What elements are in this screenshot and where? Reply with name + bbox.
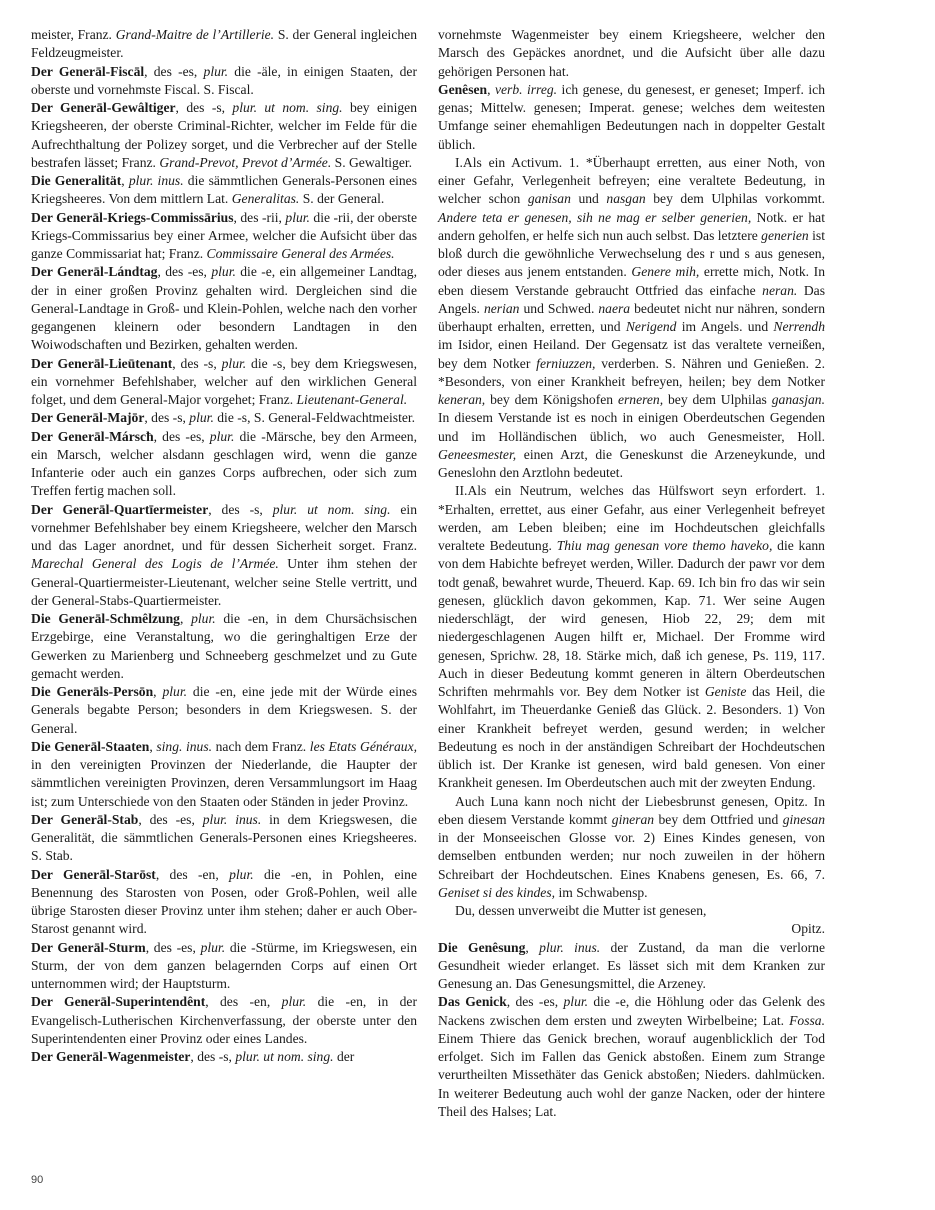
entry-text: Auch Luna kann noch nicht der Liebesbrunst genesen, Opitz. In eben diesem Verstande kommt [438, 793, 825, 827]
italic-term: plur. [209, 428, 235, 444]
entry-text: , des -es, [144, 63, 204, 79]
entry-text: einen Arzt, die Geneskunst die Arzeneykunde, und Geneslohn den Arztlohn bedeutet. [438, 446, 825, 480]
italic-term: Fossa. [789, 1012, 825, 1028]
entry-text: vornehmste Wagenmeister bey einem Kriegsheere, welcher den Marsch des Gepäckes anordnet, und die Aufsicht über alle dazu gehörigen Personen hat. [438, 27, 825, 79]
italic-term: ganasjan. [771, 392, 825, 407]
italic-term: Marechal General des Logis de l’Armée. [31, 556, 279, 572]
italic-term: Grand-Prevot, Prevot d’Armée. [159, 154, 332, 170]
italic-term: Geniste [704, 684, 747, 699]
italic-term: ginesan [782, 811, 825, 827]
right-column-entry [438, 920, 825, 938]
entry-text: , des -en, [155, 866, 230, 882]
right-column-entry [438, 939, 825, 994]
entry-text: die -en, eine jede mit der Würde eines Generals begabte Person; besonders in dem Kriegswesen. S. der General. [31, 684, 417, 736]
entry-text: die -e, ein allgemeiner Landtag, der in einer großen Provinz gehalten wird. Dergleichen sind die General-Landtage in Groß- und Klein-Pohlen, welche nach den vorher gegangenen kleinern oder besondern Landtagen in den Woiwodschaften und Bezirken, gehalten werden. [31, 264, 417, 353]
entry-text: , des -s, [144, 410, 190, 426]
right-column-entry [438, 26, 825, 81]
italic-term: plur. ut nom. sing. [232, 100, 343, 115]
right-column-entry [438, 993, 825, 1121]
italic-term: plur. [285, 209, 310, 225]
entry-text: im Angels. und [676, 319, 774, 334]
entry-headword: Der Generāl-Wagenmeister [31, 1049, 191, 1064]
right-column [438, 26, 825, 1121]
page-number: 90 [31, 1174, 44, 1186]
entry-text: meister, Franz. [31, 27, 116, 42]
entry-text: die sämmtlichen Generals-Personen eines Kriegsheeres. Von dem mittlern Lat. [31, 173, 418, 207]
italic-term: Nerigend [625, 319, 677, 334]
entry-headword: Der Generāl-Quartīermeister [31, 501, 209, 517]
entry-text: die -s, bey dem Kriegswesen, ein vornehmer Befehlshaber, welcher auf den wirklichen General folget, und dem General-Major vorgehet; Franz. [31, 355, 417, 407]
italic-term: Commissaire General des Armées. [206, 246, 395, 261]
italic-term: Generalitas. [231, 191, 300, 207]
entry-text: , [179, 611, 192, 626]
entry-text: die -äle, in einigen Staaten, der oberste und vornehmste Fiscal. S. Fiscal. [31, 63, 417, 97]
entry-text: ein vornehmer Befehlshaber bey einem Kriegsheere, welcher den Marsch und das Lager anordnet, und für dessen Sicherheit sorget. Franz. [31, 501, 417, 553]
italic-term: plur. inus. [202, 811, 262, 827]
entry-text: der [333, 1049, 355, 1064]
entry-text: bey dem Ulphilas vorkommt. [645, 191, 826, 207]
entry-text: in dem Kriegswesen, die Generalität, die sämmtlichen Generals-Personen eines Kriegsheeres. S. Stab. [31, 811, 417, 864]
entry-headword: Der Generāl-Gewâltiger [31, 100, 176, 115]
entry-headword: Der Generāl-Lieūtenant [31, 355, 173, 371]
entry-text: Opitz. [791, 921, 825, 937]
entry-text: die -Märsche, bey den Armeen, ein Marsch, welcher alsdann geschlagen wird, wenn die ganze Infanterie oder auch ein ganzes Corps aufbrechen, oder sich zum Treffen fertig machen soll. [31, 428, 417, 499]
entry-text: In diesem Verstande ist es noch in einigen Oberdeutschen Gegenden und im Holländischen üblich, wo auch Genesmeister, Holl. [438, 410, 825, 444]
right-column-entry [438, 81, 825, 154]
entry-text: , des -es, [138, 811, 203, 827]
entry-text: , des -en, [205, 994, 282, 1010]
left-column-entry [31, 409, 417, 427]
italic-term: plur. [563, 994, 589, 1010]
left-column-entry [31, 866, 417, 939]
right-column-entry [438, 793, 825, 903]
italic-term: gineran [611, 811, 655, 827]
entry-text: und Schwed. [519, 300, 599, 316]
entry-text: in der Monseeischen Glosse vor. 2) Eines Kindes genesen, von demselben entbunden werden; nur noch zuweilen in der höhern Schreibart der Hochdeutschen. Eines Knabens genesen, Es. 66, 7. [438, 830, 825, 882]
entry-headword: Die Genêsung [438, 939, 526, 955]
entry-text: Einem Thiere das Genick brechen, worauf augenblicklich der Tod erfolget. Sich im Fallen das Genick abstoßen. Einem zum Strange verurtheilten Missethäter das Genick abstoßen; Nieders. dahlmücken. In weiterer Bedeutung auch wohl der ganze Nacken, oder der hintere Theil des Halses; Lat. [438, 1030, 825, 1119]
entry-text: bey dem Ulphilas [663, 392, 772, 407]
entry-text: , des -s, [190, 1049, 236, 1064]
entry-text: , [149, 738, 157, 754]
italic-term: generien [761, 227, 809, 243]
entry-text: im Schwabensp. [555, 884, 648, 900]
entry-text: II.Als ein Neutrum, welches das Hülfswort seyn erfordert. 1. *Erhalten, errettet, aus einer Gefahr, aus einer Verlegenheit befreyet werden, am Leben bleiben; eine im Hochdeutschen gleichfalls veraltete Bedeutung. [438, 483, 825, 553]
entry-text: , [525, 939, 540, 955]
entry-text: die -s, S. General-Feldwachtmeister. [213, 410, 416, 426]
entry-text: die -en, in Pohlen, eine Benennung des Starosten von Posen, oder Groß-Pohlen, weil alle übrige Starosten dieser Provinz unter ihm stehen; daher er auch Ober-Starost genannt wird. [31, 866, 417, 937]
italic-term: plur. ut nom. sing. [272, 501, 391, 517]
italic-term: plur. [191, 611, 216, 626]
italic-term: plur. [221, 355, 247, 371]
entry-headword: Der Generāl-Stab [31, 811, 139, 827]
italic-term: plur. ut nom. sing. [235, 1049, 334, 1064]
entry-text: ich genese, du genesest, er geneset; Imperf. ich genas; Mittelw. genesen; Imperat. genese; welches dem weitesten Umfange seiner ehemahligen Bedeutungen nach in doppelter Gestalt üblich. [438, 81, 825, 152]
italic-term: plur. inus. [128, 173, 184, 188]
entry-text: , des -es, [506, 994, 564, 1010]
entry-text: die kann von dem Habichte befreyet werden, Willer. Dadurch der pawr vor dem todt genaß, bewahret wurde, Theuerd. Kap. 69. Ich bin fro das wir sein genesen, glücklich davon gekommen, Kap. 71. Wer seine Augen niederschlägt, der wird genesen, Hiob 22, 29; dem mit niedergeschlagenen Augen hilft er, Michael. Der Fromme wird genesen, Sprichw. 28, 18. Stärke mich, daß ich genese, Ps. 119, 117. Auch in dieser Bedeutung kommt generen in ältern Oberdeutschen Schriften mehrmahls vor. Bey dem Notker ist [438, 538, 825, 699]
entry-text: , des -s, [175, 100, 233, 115]
entry-headword: Das Genick [438, 994, 507, 1010]
entry-text: in den vereinigten Provinzen der Niederlande, die Haupter der sämmtlichen vereinigten Provinzen, deren Versammlungsort im Haag ist; zum Unterschiede von den Staaten oder Ständen in jeder Provinz. [31, 757, 417, 809]
entry-text: , des -rii, [233, 209, 286, 225]
entry-text: Du, dessen unverweibt die Mutter ist genesen, [455, 903, 707, 918]
entry-text: der Zustand, da man die verlorne Gesundheit wieder erlanget. Es lässet sich mit dem Kranken zur Genesung an. Das Genesungsmittel, die Arzeney. [438, 939, 826, 991]
left-column-entry [31, 939, 417, 994]
italic-term: Andere teta er genesen, sih ne mag er selber generien, [438, 209, 752, 225]
left-column-entry [31, 209, 417, 264]
left-column [31, 26, 417, 1066]
entry-headword: Der Generāl-Fiscāl [31, 63, 145, 79]
entry-text: ist bloß durch die gewöhnliche Verwechselung des r und s aus genesen, oder dieses aus jenem entstanden. [438, 227, 825, 280]
left-column-entry [31, 355, 417, 410]
italic-term: Grand-Maitre de l’Artillerie. [115, 27, 275, 42]
entry-text: , [153, 684, 163, 699]
entry-text: , [121, 173, 129, 188]
entry-text: das Heil, die Wohlfahrt, im Theuerdanke Genieß das Glück. 2. Besonders. 1) Von einer Krankheit befreyet werden, gesund werden; in welcher Bedeutung es noch in der anständigen Schreibart der Hochdeutschen üblich ist. Der Kranke ist genesen, wird bald genesen. Von einer Krankheit genesen. Im Oberdeutschen auch mit der zweyten Endung. [438, 684, 825, 791]
entry-headword: Genêsen [438, 81, 488, 97]
right-column-entry [438, 482, 825, 792]
entry-text: die -en, in der Evangelisch-Lutherischen Kirchenverfassung, der oberste unter den Superintendenten einer Provinz oder eines Landes. [31, 994, 417, 1046]
entry-text: , des -es, [145, 939, 201, 955]
entry-headword: Der Generāl-Starōst [31, 866, 156, 882]
entry-text: errette mich, Notk. In eben diesem Verstande gebraucht Ottfried das einfache [438, 264, 825, 298]
left-column-entry [31, 811, 417, 866]
entry-text: , des -es, [153, 428, 210, 444]
entry-text: bey dem Ottfried und [654, 811, 783, 827]
entry-text: S. Gewaltiger. [331, 154, 413, 170]
entry-headword: Der Generāl-Majōr [31, 410, 145, 426]
entry-text: die -en, in dem Chursächsischen Erzgebirge, eine Veranstaltung, wo die geringhaltigen Erze der Gewerken zu Marienberg und Schneeberg geschmelzet und zu Gute gemacht werden. [31, 611, 417, 681]
entry-text: die -rii, der oberste Kriegs-Commissarius bey einer Armee, welcher die Aufsicht über das ganze Commissariat hat; Franz. [31, 209, 417, 261]
italic-term: plur. [200, 939, 226, 955]
italic-term: plur. [203, 63, 229, 79]
left-column-entry [31, 610, 417, 683]
entry-headword: Der Generāl-Lándtag [31, 264, 158, 280]
italic-term: plur. [189, 410, 214, 426]
entry-text: im Isidor, einen Heiland. Der Gegensatz ist das veraltete verneißen, bey dem Notker [438, 337, 825, 371]
italic-term: neran. [762, 282, 798, 298]
left-column-entry [31, 1048, 417, 1066]
italic-term: plur. inus. [539, 939, 601, 955]
entry-text: bey dem Königshofen [485, 392, 618, 407]
left-column-entry [31, 993, 417, 1048]
italic-term: Nerrendh [773, 319, 825, 334]
entry-text: Unter ihm stehen der General-Quartiermeister-Lieutenant, welcher seine Stelle vertritt, und der General-Stabs-Quartiermeister. [31, 556, 417, 608]
entry-headword: Der Generāl-Márscħ [31, 428, 154, 444]
entry-text: S. der General. [299, 191, 385, 207]
left-column-entry [31, 26, 417, 63]
entry-headword: Die Generāl-Schmêlzung [31, 611, 180, 626]
entry-text: und [570, 191, 607, 207]
entry-headword: Die Generalität [31, 173, 122, 188]
left-column-entry [31, 428, 417, 501]
entry-text: bey einigen Kriegsheeren, der oberste Criminal-Richter, welcher im Felde für die Aufrechthaltung der Polizey sorget, und die Verbrecher auf der Stelle bestrafen lässet; Franz. [31, 100, 417, 170]
entry-text: I.Als ein Activum. 1. *Überhaupt erretten, aus einer Noth, von einer Gefahr, Verlegenheit befreyen; eine veraltete Bedeutung, in welcher schon [438, 154, 825, 207]
left-column-entry [31, 99, 417, 172]
italic-term: plur. [162, 684, 188, 699]
entry-headword: Der Generāl-Kriegs-Commissārius [31, 209, 234, 225]
italic-term: nerian [483, 300, 520, 316]
entry-text: bedeutet nicht nur nähren, sondern überhaupt erhalten, erretten, und [438, 300, 826, 334]
italic-term: plur. [281, 994, 307, 1010]
italic-term: Genere mih, [631, 264, 700, 280]
entry-text: , des -s, [208, 501, 273, 517]
entry-text: Notk. er hat andern geholfen, er helfe sich nun auch selbst. Das letztere [438, 209, 825, 243]
left-column-entry [31, 263, 417, 354]
italic-term: naera [598, 300, 631, 316]
entry-text: nach dem Franz. [212, 738, 310, 754]
italic-term: ganisan [527, 191, 571, 207]
right-column-entry [438, 902, 825, 920]
left-column-entry [31, 738, 417, 811]
entry-text: die -Stürme, im Kriegswesen, ein Sturm, der von dem ganzen belagernden Corps auf einen Ort unternommen wird; der Hauptsturm. [31, 939, 417, 991]
entry-text: S. der General ingleichen Feldzeugmeister. [31, 27, 417, 61]
entry-text: , [487, 81, 495, 97]
italic-term: verb. irreg. [494, 81, 558, 97]
entry-headword: Der Generāl-Sturm [31, 939, 146, 955]
italic-term: plur. [211, 264, 236, 280]
left-column-entry [31, 683, 417, 738]
entry-text: , des -s, [172, 355, 222, 371]
entry-text: , des -es, [157, 264, 212, 280]
entry-headword: Die Generāl-Staaten [31, 738, 150, 754]
italic-term: Geniset si des kindes, [438, 884, 556, 900]
italic-term: erneren, [617, 392, 664, 407]
entry-text: Das Angels. [438, 282, 825, 316]
italic-term: les Etats Généraux, [309, 738, 417, 754]
italic-term: keneran, [438, 392, 486, 407]
entry-text: die -e, die Höhlung oder das Gelenk des Nackens zwischen dem ersten und zweyten Wirbelbeine; Lat. [438, 994, 826, 1028]
italic-term: Lieutenant-General. [296, 392, 408, 407]
italic-term: Geneesmester, [438, 446, 517, 462]
italic-term: sing. inus. [156, 738, 213, 754]
entry-text: verderben. S. Nähren und Genießen. 2. *Besonders, von einer Krankheit befreyen, heilen; bey dem Notker [438, 355, 825, 389]
left-column-entry [31, 501, 417, 611]
italic-term: nasgan [606, 191, 646, 207]
right-column-entry [438, 154, 825, 483]
italic-term: ferniuzzen, [536, 355, 596, 371]
italic-term: plur. [229, 866, 254, 882]
left-column-entry [31, 172, 417, 209]
entry-headword: Die Generāls-Persōn [31, 684, 154, 699]
left-column-entry [31, 63, 417, 100]
entry-headword: Der Generāl-Superintendênt [31, 994, 206, 1010]
italic-term: Thiu mag genesan vore themo haveko, [556, 538, 773, 553]
